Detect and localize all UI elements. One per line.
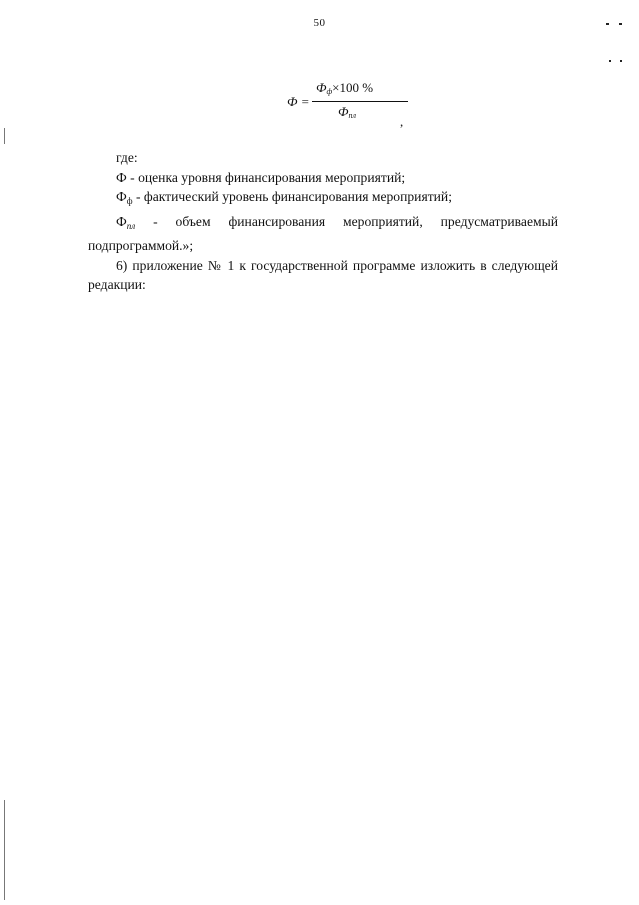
item-6: 6) приложение № 1 к государственной программе изложить в следующей редакции: — [88, 257, 558, 292]
text-block — [88, 148, 558, 295]
fraction-line — [312, 101, 408, 102]
formula-denominator: $Ф_{пл}$ — [338, 104, 356, 120]
formula-comma: , — [400, 114, 404, 129]
definition-f: Ф - оценка уровня финансирования мероприятий; — [116, 169, 406, 185]
definition-f-plan: $Ф_{пл}$ - объем финансирования мероприятий, предусматриваемый подпрограммой.»; — [88, 213, 558, 253]
formula-numerator: $Ф_ф\times 100$ % — [316, 80, 374, 96]
page-number: 50 — [313, 17, 326, 29]
scan-mark — [619, 23, 622, 25]
scan-mark — [620, 60, 622, 62]
scan-mark — [609, 60, 611, 62]
where-label: где: — [116, 150, 138, 165]
formula-lhs: Ф = — [287, 94, 310, 109]
scan-mark — [606, 23, 609, 25]
margin-line — [4, 800, 5, 900]
definition-f-fact: $Ф_ф$ - фактический уровень финансирования мероприятий; — [116, 189, 452, 206]
formula — [287, 80, 417, 135]
margin-line — [4, 128, 5, 144]
